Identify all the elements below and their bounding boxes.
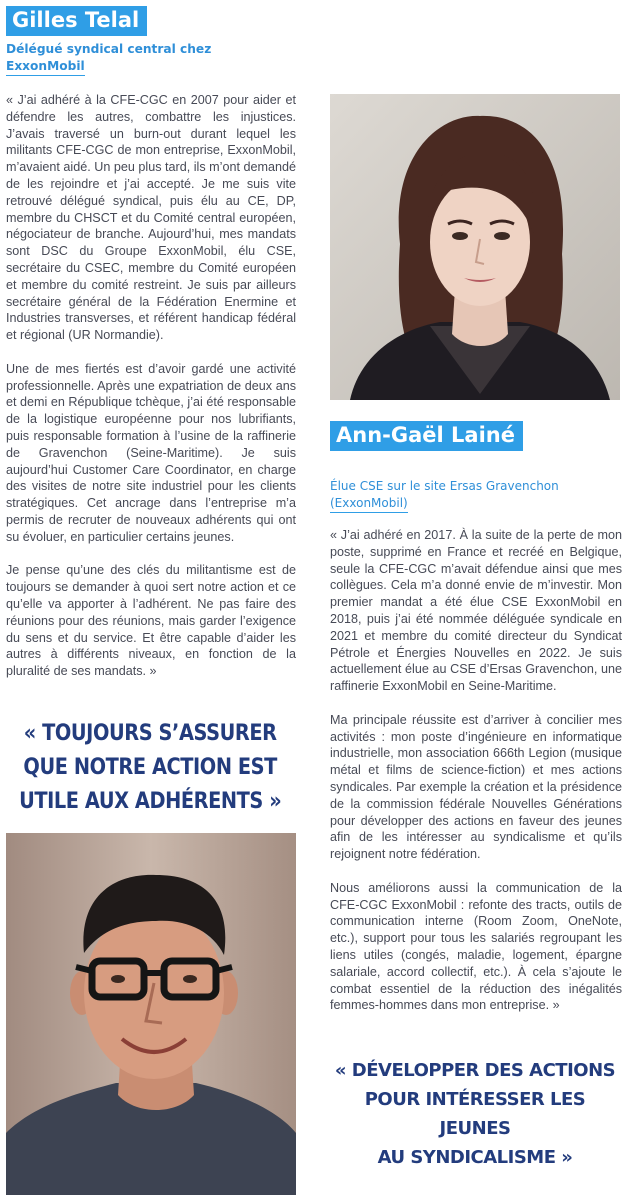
- role-line-1: Élue CSE sur le site Ersas Gravenchon: [330, 479, 559, 493]
- paragraph: Une de mes fiertés est d’avoir gardé une activité professionnelle. Après une expatriation de deux ans et demi en République tchèque, j’ai été responsable de la logistique européenne pour nos lubrifiants, puis responsable formation à l’usine de la raffinerie de Gravenchon (Seine-Maritime). Je suis aujourd’hui Customer Care Coordinator, en charge des visites de notre site industriel pour les clients stratégiques. Cet ancrage dans l’entreprise m’a permis de recruter de nouveaux adhérents qui ont su évoluer, en particulier certains jeunes.: [6, 361, 296, 544]
- quote-line: « DÉVELOPPER DES ACTIONS: [334, 1060, 616, 1081]
- quote-line: POUR INTÉRESSER LES JEUNES: [364, 1089, 586, 1139]
- testimony-ann-gael-laine: [330, 527, 622, 1031]
- paragraph: Je pense qu’une des clés du militantisme est de toujours se demander à quoi sert notre action et ce qu’elle va apporter à l’adhérent. Ne pas faire des réunions pour des réunions, mais garder l’exigence du sens et du service. Et être capable d’aider les autres à différents niveaux, en fonction de la pluralité de ses mandats. »: [6, 563, 296, 679]
- paragraph: Nous améliorons aussi la communication de la CFE-CGC ExxonMobil : refonte des tracts, outils de communication interne (Room Zoom, OneNote, etc.), support pour tous les salariés regroupant les liens utiles (congés, maladie, logement, épargne salariale, accord collectif, etc.). À cela s’ajoute le combat essentiel de la réduction des inégalités femmes-hommes dans mon entreprise. »: [330, 880, 622, 1013]
- quote-line: « TOUJOURS S’ASSURER: [23, 720, 277, 746]
- name-label-ann-gael-laine: Ann-Gaël Lainé: [330, 421, 523, 451]
- testimony-gilles-telal: [6, 92, 296, 697]
- role-gilles-telal: [6, 41, 211, 76]
- quote-line: AU SYNDICALISME »: [377, 1147, 573, 1168]
- role-ann-gael-laine: [330, 478, 559, 513]
- role-line-2: (ExxonMobil): [330, 495, 408, 513]
- paragraph: « J’ai adhéré en 2017. À la suite de la perte de mon poste, supprimé en France et recréé en Belgique, seule la CFE-CGC m’avait défendue ainsi que mes collègues. Cela m’a donné envie de m’investir. Mon premier mandat a été élue CSE ExxonMobil en 2018, puis j’ai été nommée déléguée syndicale en 2021 et membre du comité directeur du Syndicat Pétrole et Énergies Nouvelles en 2022. Je suis actuellement élue au CSE d’Ersas Gravenchon, une raffinerie ExxonMobil en Seine-Maritime.: [330, 528, 622, 694]
- portrait-photo-ann-gael-laine: [330, 94, 620, 400]
- paragraph: Ma principale réussite est d’arriver à concilier mes activités : mon poste d’ingénieure en informatique industrielle, mon association 666th Legion (musique métal et films de science-fiction) et mes actions syndicales. Par exemple la création et la présidence de la commission fédérale Nouvelles Générations pour développer des actions en faveur des jeunes afin de les intéresser au syndicalisme et qu’ils rejoignent notre fédération.: [330, 712, 622, 862]
- name-label-gilles-telal: Gilles Telal: [6, 6, 147, 36]
- paragraph: « J’ai adhéré à la CFE-CGC en 2007 pour aider et défendre les autres, combattre les injustices. J’avais traversé un burn-out durant lequel les militants CFE-CGC de mon entreprise, ExxonMobil, m’avaient aidé. Un peu plus tard, ils m’ont demandé de les rejoindre et j’ai accepté. Je me suis vite retrouvé délégué syndical, puis élu au CE, DP, membre du CHSCT et du Comité central européen, négociateur de branche. Aujourd’hui, mes mandats sont DSC du Groupe ExxonMobil, élu CSE, secrétaire du CSEC, membre du Comité européen et membre du comité restreint. Je suis par ailleurs secrétaire général de la Fédération Enermine et Industries transverses, et référent handicap fédéral et régional (UR Normandie).: [6, 93, 296, 343]
- quote-line: UTILE AUX ADHÉRENTS »: [19, 788, 282, 814]
- role-line-2: ExxonMobil: [6, 58, 85, 76]
- pull-quote-ann-gael-laine: [330, 1056, 620, 1172]
- portrait-photo-gilles-telal: [6, 833, 296, 1195]
- quote-line: QUE NOTRE ACTION EST: [23, 754, 277, 780]
- pull-quote-gilles-telal: [4, 716, 296, 818]
- role-line-1: Délégué syndical central chez: [6, 42, 212, 56]
